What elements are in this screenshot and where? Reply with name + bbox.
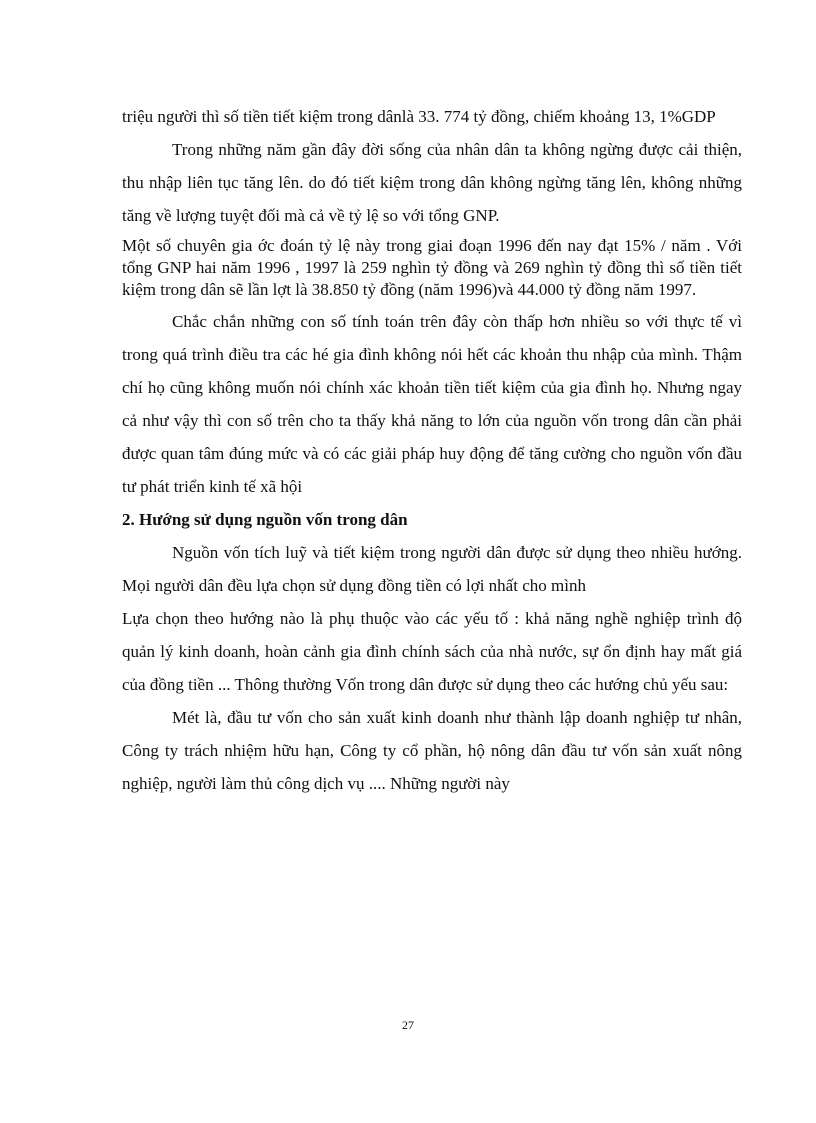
page-number: 27 xyxy=(402,1018,414,1032)
paragraph-choice-factors: Lựa chọn theo hướng nào là phụ thuộc vào các yếu tố : khả năng nghề nghiệp trình độ quản lý kinh doanh, hoàn cảnh gia đình chính sách của nhà nước, sự ổn định hay mất giá của đồng tiền ... Thông thường Vốn trong dân được sử dụng theo các hướng chủ yếu sau: xyxy=(122,609,742,694)
paragraph-living-standards: Trong những năm gần đây đời sống của nhân dân ta không ngừng được cải thiện, thu nhập liên tục tăng lên. do đó tiết kiệm trong dân không ngừng tăng lên, không những tăng về lượng tuyệt đối mà cả về tỷ lệ so với tổng GNP. xyxy=(122,140,742,225)
paragraph-first-direction: Mét là, đầu tư vốn cho sản xuất kinh doanh như thành lập doanh nghiệp tư nhân, Công ty trách nhiệm hữu hạn, Công ty cổ phần, hộ nông dân đầu tư vốn sản xuất nông nghiệp, người làm thủ công dịch vụ .... Những người này xyxy=(122,708,742,793)
page-body xyxy=(122,100,742,800)
paragraph-continuation: triệu người thì số tiền tiết kiệm trong dânlà 33. 774 tỷ đồng, chiếm khoảng 13, 1%GDP xyxy=(122,107,716,126)
paragraph-expert-estimate: Một số chuyên gia ớc đoán tỷ lệ này trong giai đoạn 1996 đến nay đạt 15% / năm . Với tổng GNP hai năm 1996 , 1997 là 259 nghìn tỷ đồng và 269 nghìn tỷ đồng thì số tiền tiết kiệm trong dân sẽ lần lợt là 38.850 tỷ đồng (năm 1996)và 44.000 tỷ đồng năm 1997. xyxy=(122,236,742,299)
paragraph-usage-directions: Nguồn vốn tích luỹ và tiết kiệm trong người dân được sử dụng theo nhiều hướng. Mọi người dân đều lựa chọn sử dụng đồng tiền có lợi nhất cho mình xyxy=(122,543,742,595)
paragraph-actual-figures: Chắc chắn những con số tính toán trên đây còn thấp hơn nhiều so với thực tế vì trong quá trình điều tra các hé gia đình không nói hết các khoản thu nhập của mình. Thậm chí họ cũng không muốn nói chính xác khoản tiền tiết kiệm của gia đình họ. Nhưng ngay cả như vậy thì con số trên cho ta thấy khả năng to lớn của nguồn vốn trong dân cần phải được quan tâm đúng mức và có các giải pháp huy động để tăng cường cho nguồn vốn đầu tư phát triển kinh tế xã hội xyxy=(122,312,742,496)
section-heading: 2. Hướng sử dụng nguồn vốn trong dân xyxy=(122,510,408,529)
